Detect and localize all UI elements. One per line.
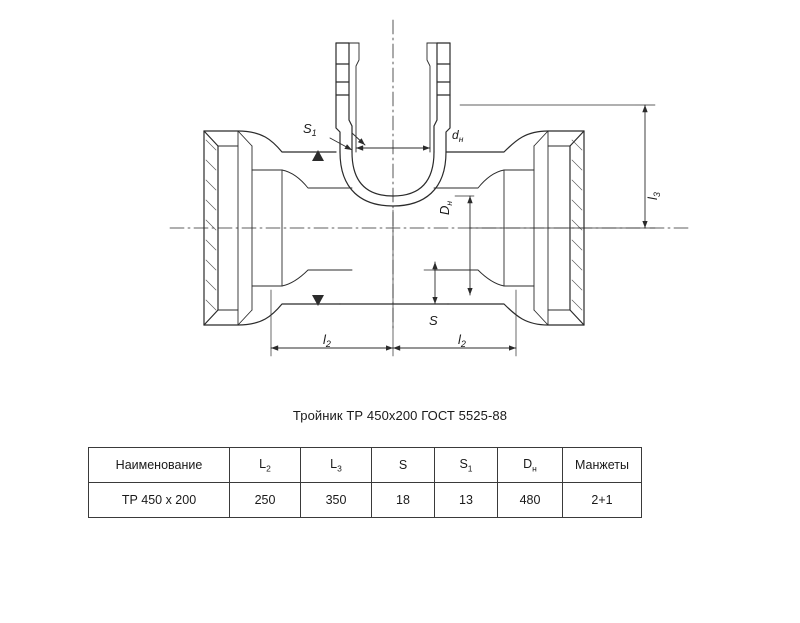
cell-name: ТР 450 х 200 (89, 483, 230, 518)
label-l3: $l_3$ (645, 192, 662, 200)
header-l3: $L_3$ (301, 448, 372, 483)
header-l2: $L_2$ (230, 448, 301, 483)
cell-cuffs: 2+1 (563, 483, 642, 518)
label-s: S (429, 313, 438, 328)
header-cuffs: Манжеты (563, 448, 642, 483)
label-dn-big: $D_н$ (437, 200, 454, 215)
cell-l3: 350 (301, 483, 372, 518)
label-s1: $S_1$ (303, 121, 317, 138)
cell-dn: 480 (498, 483, 563, 518)
cell-s1: 13 (435, 483, 498, 518)
section-hatching (206, 140, 582, 310)
header-s: S (372, 448, 435, 483)
drawing-caption: Тройник ТР 450х200 ГОСТ 5525-88 (292, 408, 508, 423)
label-l2-left: $l_2$ (323, 332, 331, 349)
header-s1: $S_1$ (435, 448, 498, 483)
table-header-row (89, 448, 642, 483)
cell-l2: 250 (230, 483, 301, 518)
specification-table (88, 447, 642, 518)
label-l2-right: $l_2$ (458, 332, 466, 349)
header-name: Наименование (89, 448, 230, 483)
label-dn-small: $d_н$ (452, 128, 464, 144)
cell-s: 18 (372, 483, 435, 518)
header-dn: $D_н$ (498, 448, 563, 483)
table-row (89, 483, 642, 518)
